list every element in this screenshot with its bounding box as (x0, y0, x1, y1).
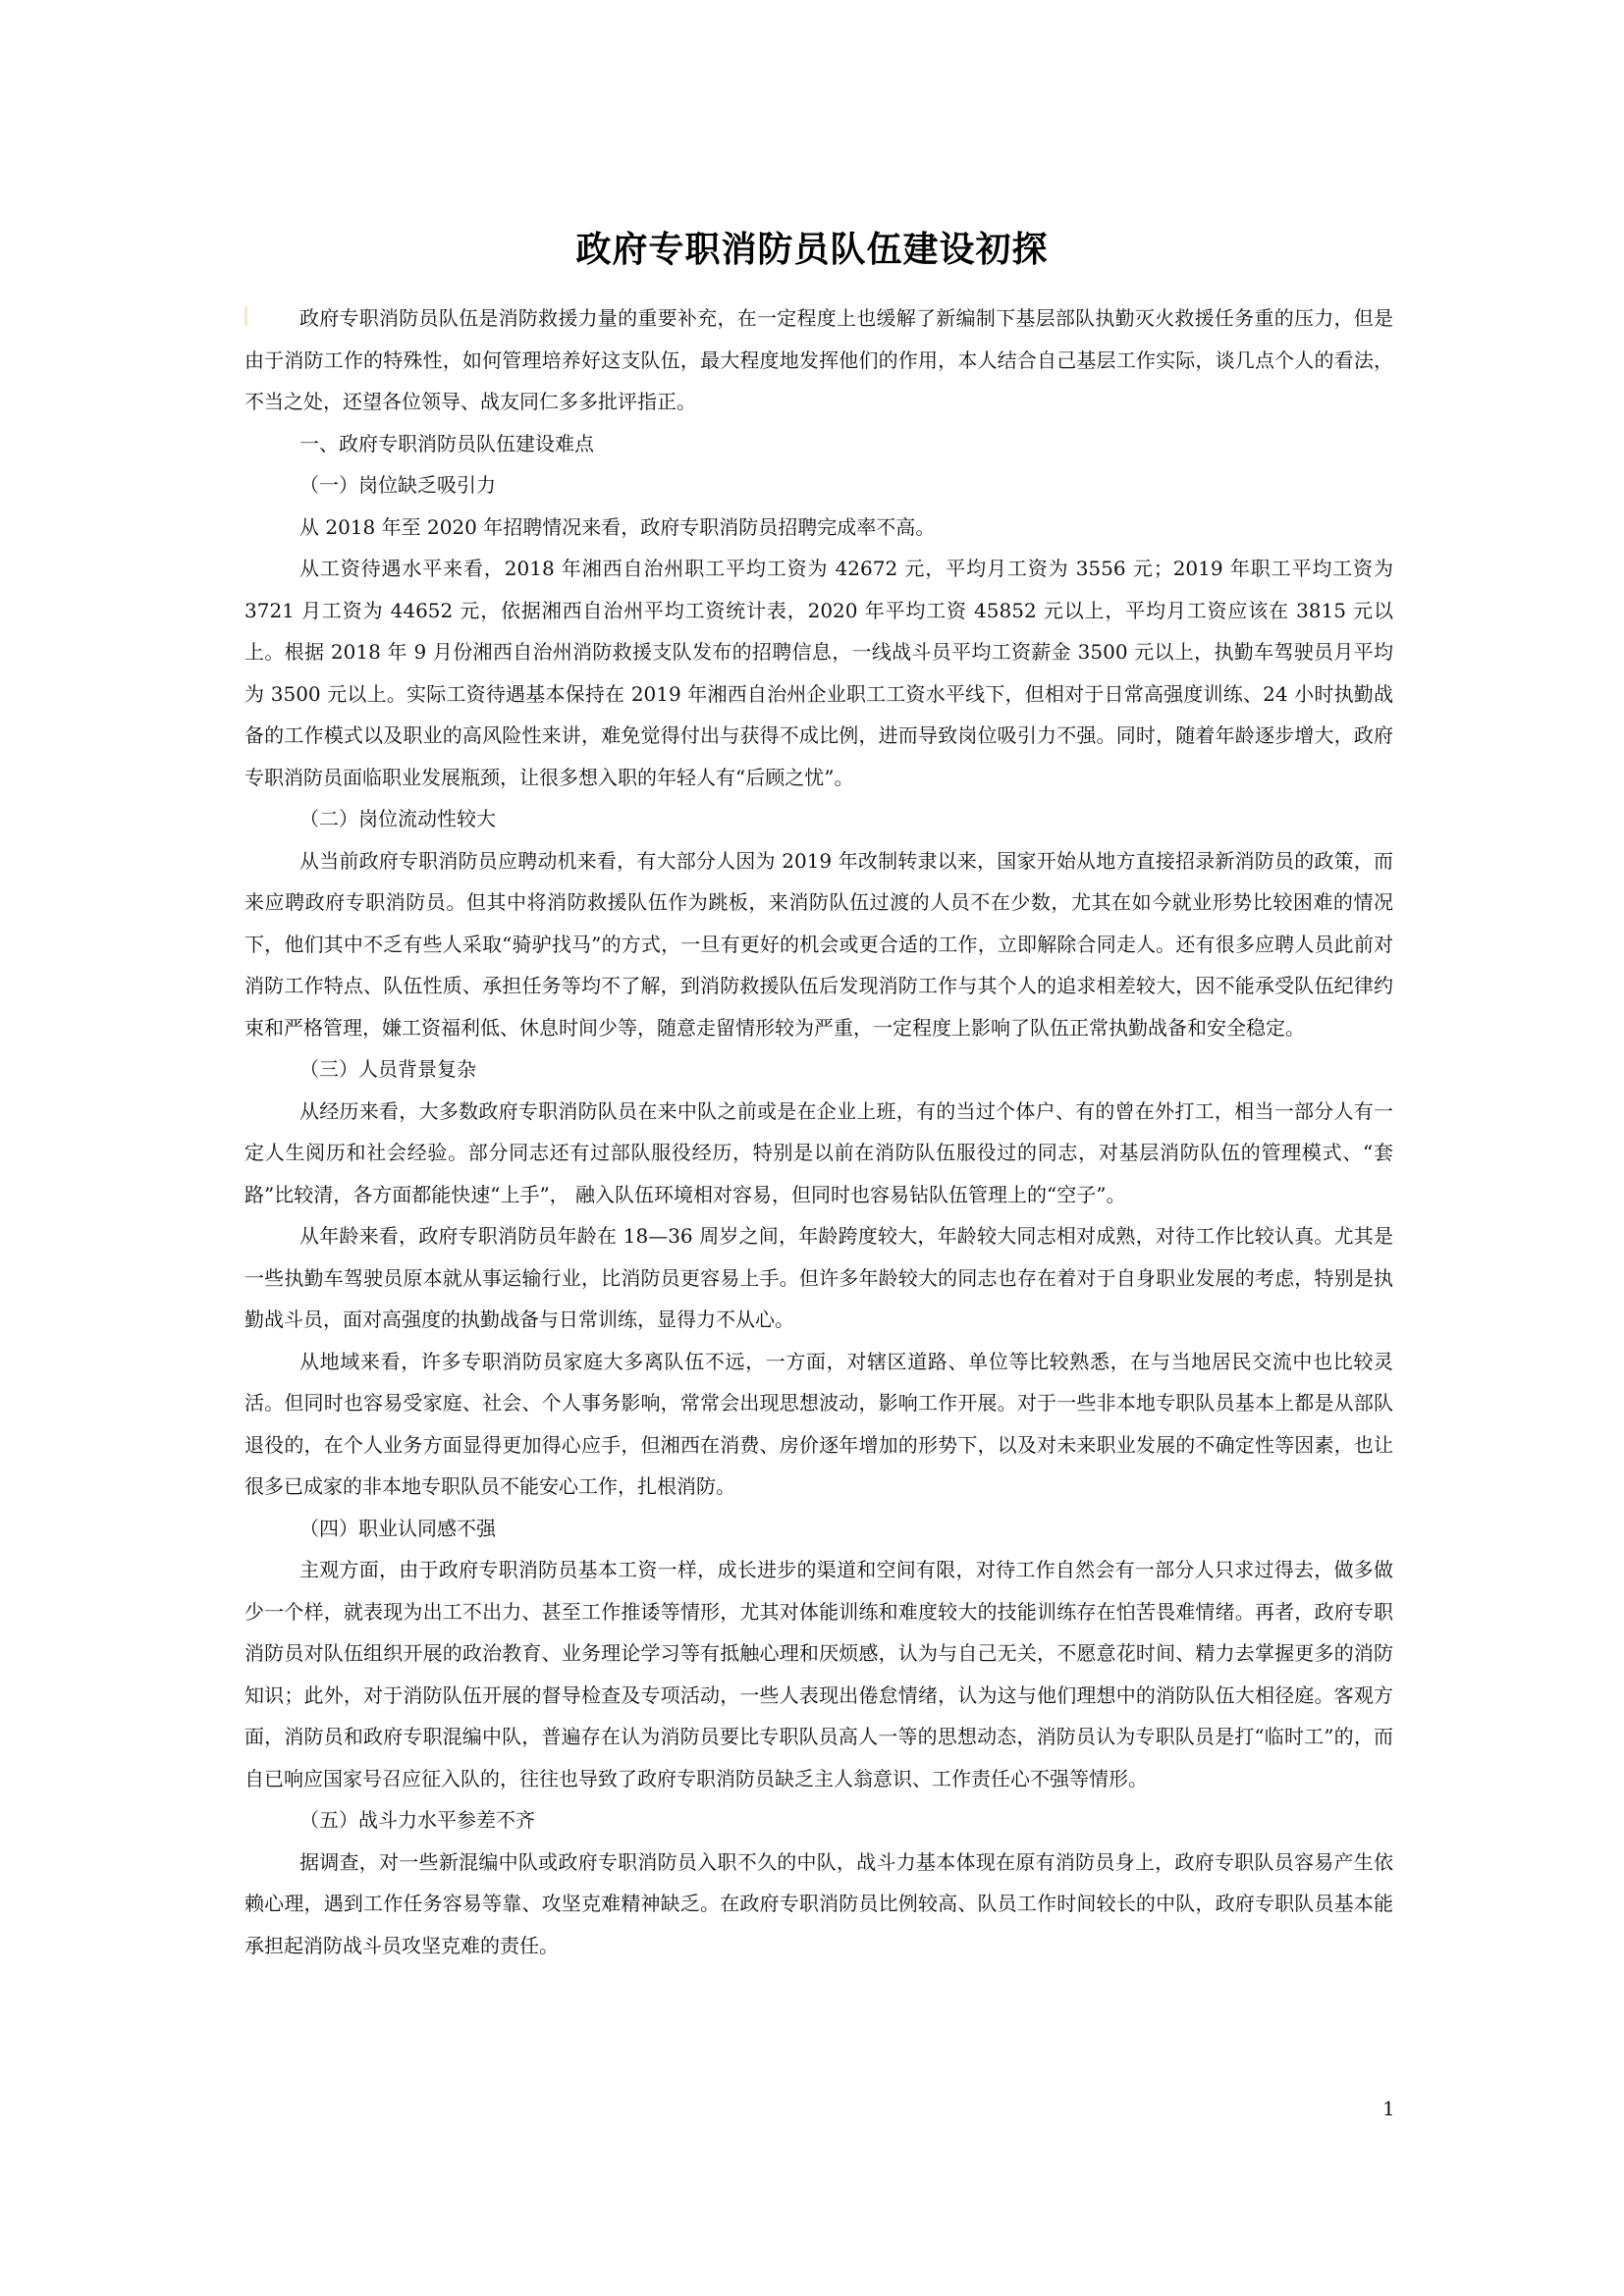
paragraph-mobility: 从当前政府专职消防员应聘动机来看，有大部分人因为 2019 年改制转隶以来，国家开始从地方直接招录新消防员的政策，而来应聘政府专职消防员。但其中将消防救援队伍作为跳板，来消防队伍过渡的人员不在少数，尤其在如今就业形势比较困难的情况下，他们其中不乏有些人采取“骑驴找马”的方式，一旦有更好的机会或更合适的工作，立即解除合同走人。还有很多应聘人员此前对消防工作特点、队伍性质、承担任务等均不了解，到消防救援队伍后发现消防工作与其个人的追求相差较大，因不能承受队伍纪律约束和严格管理，嫌工资福利低、休息时间少等，随意走留情形较为严重，一定程度上影响了队伍正常执勤战备和安全稳定。 (244, 848, 1393, 1040)
paragraph-region: 从地域来看，许多专职消防员家庭大多离队伍不远，一方面，对辖区道路、单位等比较熟悉，在与当地居民交流中也比较灵活。但同时也容易受家庭、社会、个人事务影响，常常会出现思想波动，影响工作开展。对于一些非本地专职队员基本上都是从部队退役的，在个人业务方面显得更加得心应手，但湘西在消费、房价逐年增加的形势下，以及对未来职业发展的不确定性等因素，也让很多已成家的非本地专职队员不能安心工作，扎根消防。 (244, 1349, 1393, 1498)
subsection-heading-3: （三）人员背景复杂 (299, 1057, 476, 1081)
paragraph-age: 从年龄来看，政府专职消防员年龄在 18—36 周岁之间，年龄跨度较大，年龄较大同志相对成熟，对待工作比较认真。尤其是一些执勤车驾驶员原本就从事运输行业，比消防员更容易上手。但许多年龄较大的同志也存在着对于自身职业发展的考虑，特别是执勤战斗员，面对高强度的执勤战备与日常训练，显得力不从心。 (244, 1224, 1393, 1331)
paragraph-experience: 从经历来看，大多数政府专职消防队员在来中队之前或是在企业上班，有的当过个体户、有的曾在外打工，相当一部分人有一定人生阅历和社会经验。部分同志还有过部队服役经历，特别是以前在消防队伍服役过的同志，对基层消防队伍的管理模式、“套路”比较清，各方面都能快速“上手”， 融入队伍环境相对容易，但同时也容易钻队伍管理上的“空子”。 (244, 1098, 1393, 1206)
paragraph-recruitment: 从 2018 年至 2020 年招聘情况来看，政府专职消防员招聘完成率不高。 (299, 514, 936, 539)
subsection-heading-2: （二）岗位流动性较大 (299, 807, 496, 830)
subsection-heading-4: （四）职业认同感不强 (299, 1516, 496, 1540)
subsection-heading-1: （一）岗位缺乏吸引力 (299, 473, 496, 497)
subsection-heading-5: （五）战斗力水平参差不齐 (299, 1808, 535, 1832)
page-number: 1 (1382, 2097, 1395, 2120)
paragraph-combat-level: 据调查，对一些新混编中队或政府专职消防员入职不久的中队，战斗力基本体现在原有消防员身上，政府专职队员容易产生依赖心理，遇到工作任务容易等靠、攻坚克难精神缺乏。在政府专职消防员比例较高、队员工作时间较长的中队，政府专职队员基本能承担起消防战斗员攻坚克难的责任。 (244, 1849, 1393, 1957)
document-body (244, 297, 1393, 1966)
paragraph-salary: 从工资待遇水平来看，2018 年湘西自治州职工平均工资为 42672 元，平均月工资为 3556 元；2019 年职工平均工资为 3721 月工资为 44652 元，依据湘西自治州平均工资统计表，2020 年平均工资 45852 元以上，平均月工资应该在 3815 元以上。根据 2018 年 9 月份湘西自治州消防救援支队发布的招聘信息，一线战斗员平均工资薪金 3500 元以上，执勤车驾驶员月平均为 3500 元以上。实际工资待遇基本保持在 2019 年湘西自治州企业职工工资水平线下，但相对于日常高强度训练、24 小时执勤战备的工作模式以及职业的高风险性来讲，难免觉得付出与获得不成比例，进而导致岗位吸引力不强。同时，随着年龄逐步增大，政府专职消防员面临职业发展瓶颈，让很多想入职的年轻人有“后顾之忧”。 (244, 557, 1393, 789)
section-heading-1: 一、政府专职消防员队伍建设难点 (299, 431, 594, 455)
document-title: 政府专职消防员队伍建设初探 (575, 230, 1049, 270)
paragraph-identity: 主观方面，由于政府专职消防员基本工资一样，成长进步的渠道和空间有限，对待工作自然会有一部分人只求过得去，做多做少一个样，就表现为出工不出力、甚至工作推诿等情形，尤其对体能训练和难度较大的技能训练存在怕苦畏难情绪。再者，政府专职消防员对队伍组织开展的政治教育、业务理论学习等有抵触心理和厌烦感，认为与自己无关，不愿意花时间、精力去掌握更多的消防知识；此外，对于消防队伍开展的督导检查及专项活动，一些人表现出倦怠情绪，认为这与他们理想中的消防队伍大相径庭。客观方面，消防员和政府专职混编中队，普遍存在认为消防员要比专职队员高人一等的思想动态，消防员认为专职队员是打“临时工”的，而自已响应国家号召应征入队的，往往也导致了政府专职消防员缺乏主人翁意识、工作责任心不强等情形。 (244, 1558, 1393, 1790)
intro-paragraph: 政府专职消防员队伍是消防救援力量的重要补充，在一定程度上也缓解了新编制下基层部队执勤灭火救援任务重的压力，但是由于消防工作的特殊性，如何管理培养好这支队伍，最大程度地发挥他们的作用，本人结合自己基层工作实际，谈几点个人的看法，不当之处，还望各位领导、战友同仁多多批评指正。 (244, 306, 1393, 413)
